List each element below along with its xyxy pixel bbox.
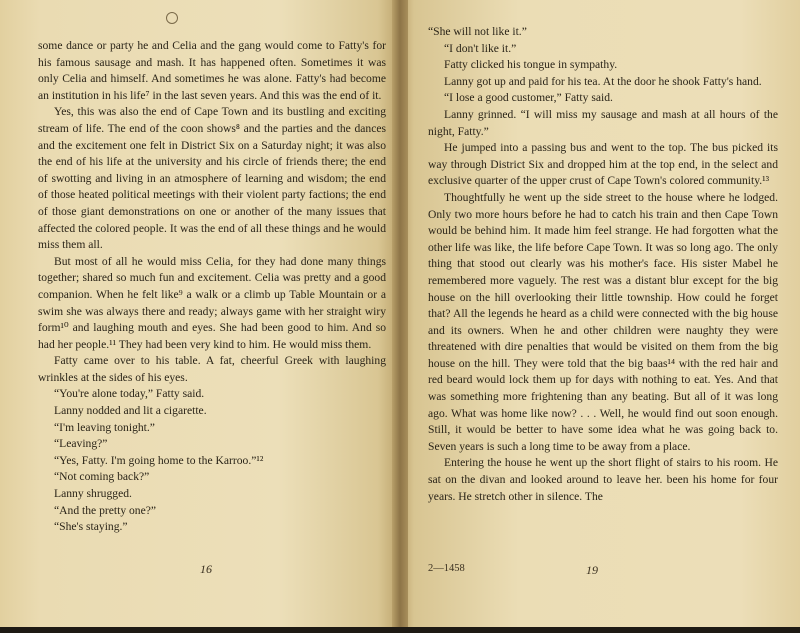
paragraph: “She will not like it.” [428, 25, 527, 38]
paragraph: “I lose a good customer,” Fatty said. [444, 91, 613, 105]
paragraph: “You're alone today,” Fatty said. [54, 387, 205, 401]
paragraph: Lanny nodded and lit a cigarette. [54, 404, 207, 418]
paragraph: “Yes, Fatty. I'm going home to the Karroo.”¹² [54, 453, 264, 467]
paragraph: Thoughtfully he went up the side street to the house where he lodged. Only two more hours before he had to catch his train and then Cape Town would be behind him. It made him feel strange. He had forgotten what the other life was like, the life before Cape Town. It was so long ago. The only thing that stood out clearly was his mother's face. His sister Mabel he remembered more vaguely. The rest was a distant blur except for the big house on the hill overlooking their little township. How could he forget that? All the legends he heard as a child were connected with the big house and its owners. When he and other children were naughty they were threatened with dire penalties that would be visited on them from the big house on the hill. They were told that the big baas¹⁴ with the red hair and red beard would lock them up for days with nothing to eat. Yes. And that was something more frightening than any beating. But all of it was long ago. What was home like now? . . . Well, he would find out soon enough. Still, it would be better to have some idea what he was going back to. Seven years is such a long time to be away from a place. [428, 190, 778, 453]
right-page-text [428, 24, 778, 505]
paragraph: Fatty clicked his tongue in sympathy. [444, 58, 618, 72]
paragraph: “And the pretty one?” [54, 503, 157, 517]
paragraph: “Leaving?” [54, 437, 108, 451]
paragraph: “Not coming back?” [54, 470, 150, 484]
book-gutter [392, 0, 408, 633]
right-page [398, 0, 800, 633]
paragraph: He jumped into a passing bus and went to the top. The bus picked its way through District Six and dropped him at the top end, in the select and exclusive quarter of the upper crust of Cape Town's colored community.¹³ [428, 141, 778, 188]
paragraph: Yes, this was also the end of Cape Town and its bustling and exciting stream of life. The end of the coon shows⁸ and the parties and the dances and the excitement one felt in District Six on a Saturday night; it was also the end of his life at the university and his circle of friends there; the end of swotting and living in an atmosphere of learning and wisdom; the end of those heated political meetings with their violent party factions; the end of those giant demonstrations on one or another of the many issues that affected the colored people. It was the end of all these things and he would miss them all. [38, 105, 386, 252]
paragraph: Entering the house he went up the short flight of stairs to his room. He sat on the divan and looked around to leave her. been his home for four years. He stretch other in silence. The [428, 456, 778, 503]
ornament-icon [166, 12, 178, 24]
background-edge [0, 627, 800, 633]
paragraph: “She's staying.” [54, 520, 128, 534]
signature-mark: 2—1458 [428, 563, 465, 574]
right-page-number: 19 [586, 563, 598, 577]
paragraph: Fatty came over to his table. A fat, cheerful Greek with laughing wrinkles at the sides of his eyes. [38, 354, 386, 384]
paragraph: “I'm leaving tonight.” [54, 420, 155, 434]
left-page-number: 16 [200, 562, 212, 576]
paragraph: Lanny got up and paid for his tea. At the door he shook Fatty's hand. [444, 74, 762, 88]
paragraph: Lanny grinned. “I will miss my sausage and mash at all hours of the night, Fatty.” [428, 107, 778, 138]
paragraph: some dance or party he and Celia and the gang would come to Fatty's for his famous sausage and mash. It has happened often. Sometimes it was only Celia and himself. And sometimes he was alone. Fatty's had become an institution in his life⁷ in the last seven years. And this was the end of it. [38, 39, 386, 102]
left-page [0, 0, 398, 633]
paragraph: “I don't like it.” [444, 41, 517, 55]
left-page-text [38, 38, 386, 536]
paragraph: Lanny shrugged. [54, 487, 132, 501]
paragraph: But most of all he would miss Celia, for they had done many things together; shared so much fun and excitement. Celia was pretty and a good companion. When he felt like⁹ a walk or a climb up Table Mountain or a swim she was always there and ready; always game with her straight wiry form¹⁰ and laughing mouth and eyes. She had been good to him. And so had her people.¹¹ They had been very kind to him. He would miss them. [38, 254, 386, 351]
